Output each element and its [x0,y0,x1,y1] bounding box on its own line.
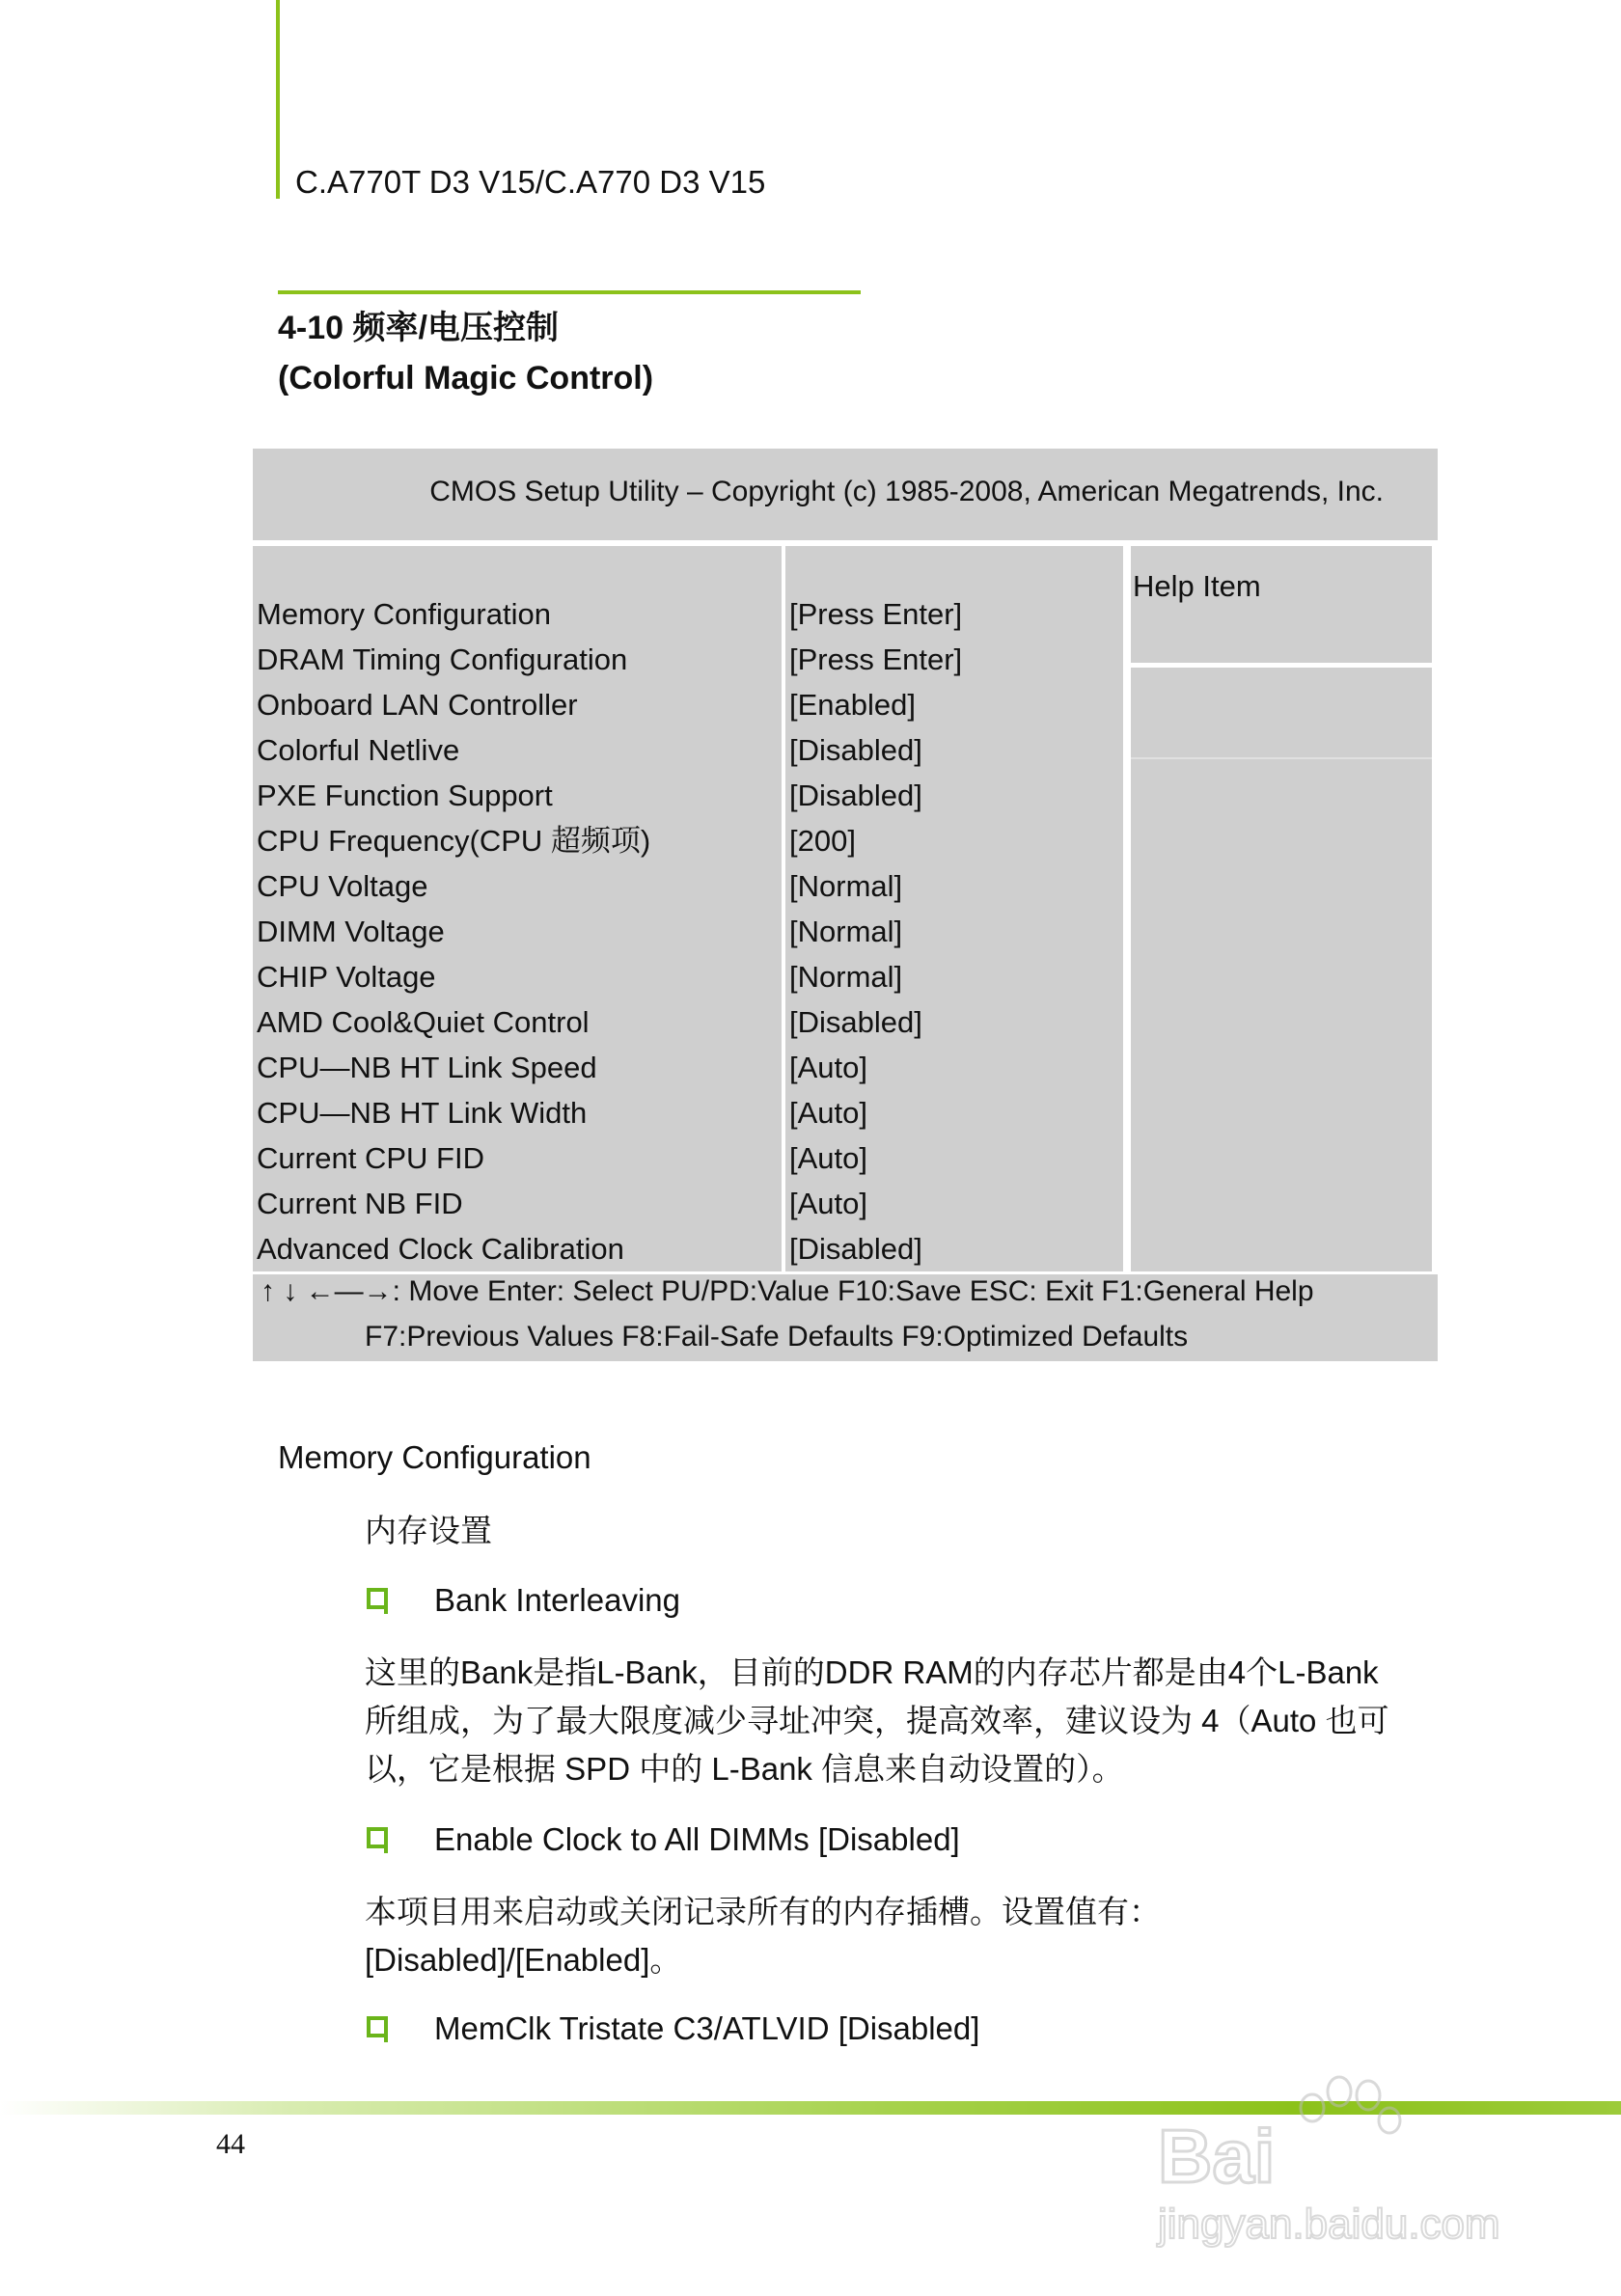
bios-screen [253,449,1438,1361]
item2-title: Enable Clock to All DIMMs [Disabled] [434,1821,960,1857]
item2-line: 本项目用来启动或关闭记录所有的内存插槽。设置值有： [365,1894,1161,1929]
item1-title: Bank Interleaving [434,1582,680,1618]
header-accent-line [276,0,280,199]
item1-line: 所组成，为了最大限度减少寻址冲突，提高效率，建议设为 4（Auto 也可 [365,1703,1389,1738]
bios-banner-text: CMOS Setup Utility – Copyright (c) 1985-2008, American Megatrends, Inc. [429,476,1384,507]
bios-divider [1131,663,1432,668]
bios-item-name[interactable]: Advanced Clock Calibration [257,1232,624,1266]
checbox-icon [367,1827,388,1848]
bios-item-name[interactable]: PXE Function Support [257,779,553,812]
key-legend-line1: ↑ ↓ ←—→: Move Enter: Select PU/PD:Value F10:Save ESC: Exit F1:General Help [261,1275,1314,1307]
bios-item-value[interactable]: [Auto] [789,1187,867,1220]
bios-item-value[interactable]: [Disabled] [789,1232,922,1266]
item1-line: 这里的Bank是指L-Bank，目前的DDR RAM的内存芯片都是由4个L-Bank [365,1654,1379,1690]
bios-divider [1123,546,1131,1271]
bios-item-value[interactable]: [Auto] [789,1141,867,1175]
watermark-url: jingyan.baidu.com [1158,2200,1500,2248]
bios-item-name[interactable]: Onboard LAN Controller [257,688,578,722]
bios-item-name[interactable]: DRAM Timing Configuration [257,642,628,676]
bios-item-value[interactable]: [Normal] [789,915,903,948]
bios-item-name[interactable]: Current NB FID [257,1187,463,1220]
bios-item-name[interactable]: CHIP Voltage [257,960,436,994]
help-item-title: Help Item [1133,569,1261,603]
bios-item-value[interactable]: [Enabled] [789,688,916,722]
bios-item-name[interactable]: Current CPU FID [257,1141,484,1175]
bios-divider [253,540,1438,546]
bios-banner [253,449,1438,540]
bios-item-values [789,591,962,1271]
section-title-cn: 4-10 频率/电压控制 [278,310,559,346]
checkbox-icon [367,1588,388,1609]
bios-item-value[interactable]: [Normal] [789,869,903,903]
bios-divider [1432,546,1438,1271]
section-title [278,303,653,403]
item3-title: MemClk Tristate C3/ATLVID [Disabled] [434,2010,980,2046]
bios-item-names [257,591,650,1271]
bios-item-name[interactable]: CPU Frequency(CPU 超频项) [257,824,651,858]
bios-item-name[interactable]: AMD Cool&Quiet Control [257,1005,590,1039]
memory-config-sub: 内存设置 [365,1513,492,1548]
item1-line: 以，它是根据 SPD 中的 L-Bank 信息来自动设置的）。 [365,1751,1124,1787]
bios-item-value[interactable]: [Press Enter] [789,597,963,631]
bios-divider [782,546,785,1271]
baidu-watermark [1148,2055,1553,2248]
bios-item-name[interactable]: DIMM Voltage [257,915,445,948]
checkbox-icon [367,2016,388,2037]
bios-item-name[interactable]: Memory Configuration [257,597,551,631]
section-title-en: (Colorful Magic Control) [278,360,654,396]
key-legend [261,1269,1314,1359]
bios-item-value[interactable]: [Auto] [789,1096,867,1130]
model-name: C.A770T D3 V15/C.A770 D3 V15 [295,164,766,200]
bios-item-value[interactable]: [Press Enter] [789,642,963,676]
bios-item-name[interactable]: Colorful Netlive [257,733,460,767]
svg-text:Bai: Bai [1158,2114,1276,2199]
bios-item-value[interactable]: [Disabled] [789,1005,922,1039]
bios-divider [1131,757,1432,759]
bios-item-value[interactable]: [Normal] [789,960,903,994]
bios-item-value[interactable]: [200] [789,824,856,858]
bios-item-name[interactable]: CPU—NB HT Link Speed [257,1051,597,1084]
bios-item-value[interactable]: [Disabled] [789,733,922,767]
bios-item-value[interactable]: [Disabled] [789,779,922,812]
bios-item-value[interactable]: [Auto] [789,1051,867,1084]
section-rule [278,290,861,294]
memory-config-heading: Memory Configuration [278,1439,591,1475]
bios-item-name[interactable]: CPU—NB HT Link Width [257,1096,588,1130]
bios-item-name[interactable]: CPU Voltage [257,869,428,903]
key-legend-line2: F7:Previous Values F8:Fail-Safe Defaults F9:Optimized Defaults [365,1321,1189,1353]
item2-line: [Disabled]/[Enabled]。 [365,1942,682,1978]
page-number: 44 [216,2128,245,2160]
